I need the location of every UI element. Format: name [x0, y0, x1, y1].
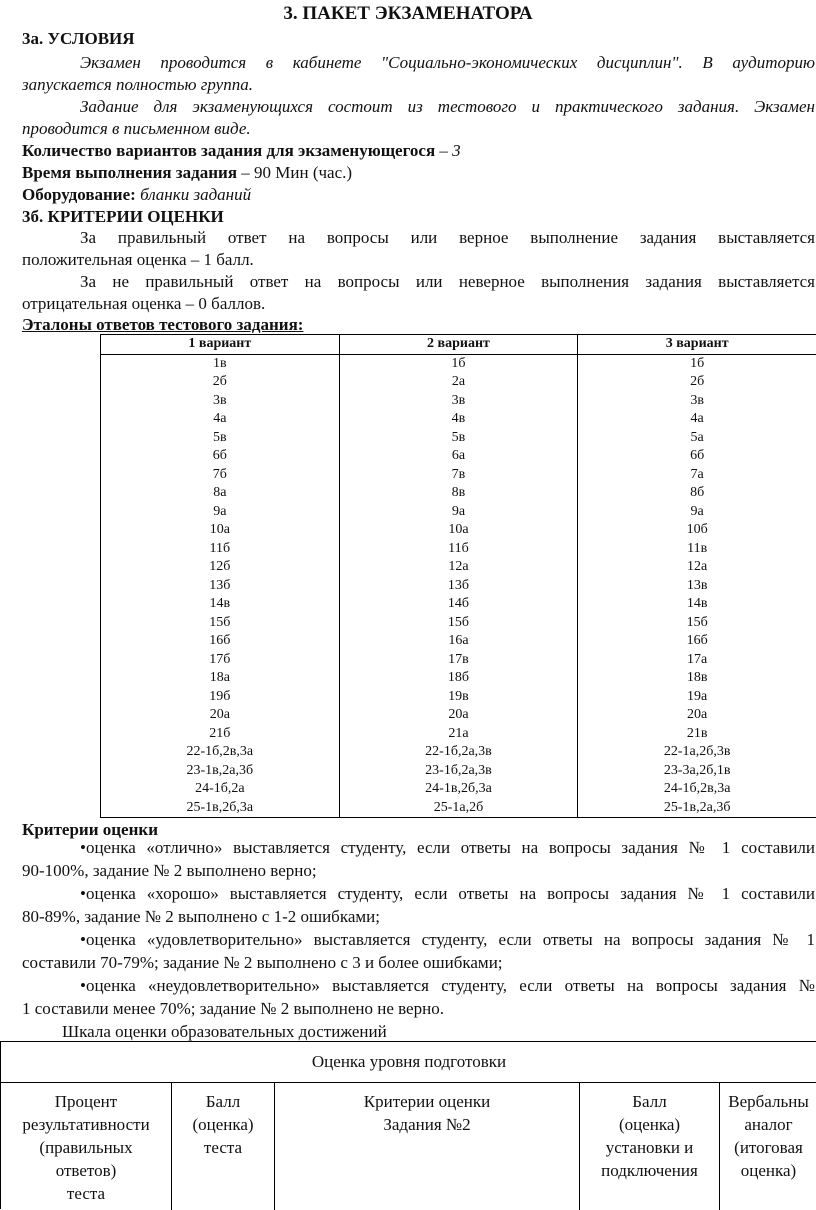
table-cell: 9а	[578, 503, 816, 522]
grading-excellent: •оценка «отлично» выставляется студенту, если ответы на вопросы задания № 1 составили	[80, 836, 815, 859]
table-row	[101, 484, 816, 503]
table-cell: 17а	[578, 651, 816, 670]
table-cell: 24-1б,2в,3а	[578, 780, 816, 799]
table-cell: 12б	[101, 558, 340, 577]
scale-column-test-score	[171, 1083, 274, 1210]
table-cell: 6а	[339, 447, 578, 466]
table-cell: 2б	[101, 373, 340, 392]
scale-cell-line: Критерии оценки	[275, 1090, 579, 1113]
table-cell: 6б	[578, 447, 816, 466]
table-cell: 15б	[578, 614, 816, 633]
variants-value: 3	[452, 141, 461, 160]
table-cell: 14б	[339, 595, 578, 614]
table-row	[101, 354, 816, 373]
scale-cell-line: оценка)	[720, 1159, 816, 1182]
table-cell: 24-1б,2а	[101, 780, 340, 799]
table-cell: 19б	[101, 688, 340, 707]
table-cell: 21а	[339, 725, 578, 744]
scale-cell-line: ответов)	[1, 1159, 171, 1182]
criteria-paragraph-1: За правильный ответ на вопросы или верное выполнение задания выставляется	[80, 226, 815, 249]
table-cell: 25-1в,2б,3а	[101, 799, 340, 818]
grading-unsatisfactory-cont: 1 составили менее 70%; задание № 2 выполнено не верно.	[22, 997, 815, 1020]
table-cell: 1б	[578, 354, 816, 373]
table-cell: 24-1в,2б,3а	[339, 780, 578, 799]
grading-satisfactory-cont: составили 70-79%; задание № 2 выполнено с 3 и более ошибками;	[22, 951, 815, 974]
scale-cell-line: Балл	[172, 1090, 274, 1113]
table-cell: 23-3а,2б,1в	[578, 762, 816, 781]
table-cell: 25-1а,2б	[339, 799, 578, 818]
scale-cell-line: результативности	[1, 1113, 171, 1136]
scale-cell-line: Процент	[1, 1090, 171, 1113]
table-row	[101, 669, 816, 688]
conditions-paragraph-1-cont: запускается полностью группа.	[22, 73, 815, 96]
answer-key-body	[101, 354, 816, 818]
grading-heading: Критерии оценки	[22, 818, 815, 841]
table-cell: 5а	[578, 429, 816, 448]
table-cell: 16а	[339, 632, 578, 651]
table-cell: 7а	[578, 466, 816, 485]
achievement-scale-table	[0, 1041, 816, 1209]
table-cell: 11б	[101, 540, 340, 559]
conditions-heading: 3а. УСЛОВИЯ	[22, 27, 815, 50]
conditions-paragraph-2: Задание для экзаменующихся состоит из тестового и практического задания. Экзамен	[80, 95, 815, 118]
scale-cell-line: Балл	[580, 1090, 719, 1113]
scale-cell-line: (правильных	[1, 1136, 171, 1159]
scale-cell-line: (оценка)	[172, 1113, 274, 1136]
table-cell: 20а	[578, 706, 816, 725]
column-header: 3 вариант	[578, 335, 816, 355]
table-cell: 12а	[339, 558, 578, 577]
table-cell: 11б	[339, 540, 578, 559]
table-cell: 5в	[101, 429, 340, 448]
table-row	[101, 410, 816, 429]
table-cell: 2а	[339, 373, 578, 392]
table-cell: 20а	[101, 706, 340, 725]
scale-cell-line: (оценка)	[580, 1113, 719, 1136]
table-row	[101, 595, 816, 614]
conditions-paragraph-2-cont: проводится в письменном виде.	[22, 117, 815, 140]
table-row	[101, 447, 816, 466]
table-row	[101, 706, 816, 725]
table-cell: 23-1б,2а,3в	[339, 762, 578, 781]
table-cell: 19а	[578, 688, 816, 707]
table-cell: 3в	[578, 392, 816, 411]
table-cell: 7в	[339, 466, 578, 485]
scale-cell-line: аналог	[720, 1113, 816, 1136]
scale-cell-line: Вербальны	[720, 1090, 816, 1113]
table-cell: 4а	[101, 410, 340, 429]
table-row	[101, 558, 816, 577]
table-cell: 16б	[578, 632, 816, 651]
scale-cell-line: Задания №2	[275, 1113, 579, 1136]
table-cell: 1в	[101, 354, 340, 373]
table-cell: 12а	[578, 558, 816, 577]
table-cell: 10б	[578, 521, 816, 540]
table-cell: 4а	[578, 410, 816, 429]
table-row	[101, 429, 816, 448]
table-cell: 18в	[578, 669, 816, 688]
table-cell: 18а	[101, 669, 340, 688]
table-cell: 13б	[339, 577, 578, 596]
table-cell: 22-1б,2в,3а	[101, 743, 340, 762]
table-cell: 16б	[101, 632, 340, 651]
table-row	[101, 743, 816, 762]
table-cell: 3в	[339, 392, 578, 411]
variants-label: Количество вариантов задания для экзаменующегося	[22, 141, 435, 160]
scale-column-percent	[1, 1083, 171, 1210]
scale-cell-line: установки и	[580, 1136, 719, 1159]
criteria-paragraph-2-cont: отрицательная оценка – 0 баллов.	[22, 292, 815, 315]
answer-key-header-row	[101, 335, 816, 355]
table-row	[101, 725, 816, 744]
table-cell: 22-1б,2а,3в	[339, 743, 578, 762]
table-row	[101, 762, 816, 781]
table-row	[101, 503, 816, 522]
table-cell: 19в	[339, 688, 578, 707]
table-row	[101, 540, 816, 559]
grading-good: •оценка «хорошо» выставляется студенту, если ответы на вопросы задания № 1 составили	[80, 882, 815, 905]
conditions-paragraph-1: Экзамен проводится в кабинете "Социально-экономических дисциплин". В аудиторию	[80, 51, 815, 74]
table-cell: 10а	[101, 521, 340, 540]
scale-column-verbal	[719, 1083, 816, 1210]
scale-cell-line: подключения	[580, 1159, 719, 1182]
table-cell: 1б	[339, 354, 578, 373]
table-cell: 23-1в,2а,3б	[101, 762, 340, 781]
table-cell: 17в	[339, 651, 578, 670]
table-cell: 15б	[339, 614, 578, 633]
grading-unsatisfactory: •оценка «неудовлетворительно» выставляется студенту, если ответы на вопросы задания №	[80, 974, 815, 997]
table-row	[101, 521, 816, 540]
scale-cell-line: теста	[1, 1182, 171, 1205]
table-cell: 22-1а,2б,3в	[578, 743, 816, 762]
table-row	[101, 799, 816, 818]
scale-column-criteria	[274, 1083, 579, 1210]
table-row	[101, 688, 816, 707]
equipment-label: Оборудование:	[22, 185, 136, 204]
table-row	[101, 577, 816, 596]
table-cell: 25-1в,2а,3б	[578, 799, 816, 818]
table-cell: 14в	[101, 595, 340, 614]
table-cell: 9а	[101, 503, 340, 522]
table-cell: 13б	[101, 577, 340, 596]
table-cell: 20а	[339, 706, 578, 725]
table-cell: 3в	[101, 392, 340, 411]
table-row	[101, 392, 816, 411]
table-cell: 11в	[578, 540, 816, 559]
column-header: 2 вариант	[339, 335, 578, 355]
variants-dash: –	[435, 141, 452, 160]
column-header: 1 вариант	[101, 335, 340, 355]
page-title: 3. ПАКЕТ ЭКЗАМЕНАТОРА	[0, 3, 816, 25]
table-row	[101, 614, 816, 633]
table-cell: 7б	[101, 466, 340, 485]
equipment-value: бланки заданий	[136, 185, 251, 204]
table-cell: 18б	[339, 669, 578, 688]
grading-good-cont: 80-89%, задание № 2 выполнено с 1-2 ошибками;	[22, 905, 815, 928]
table-cell: 21в	[578, 725, 816, 744]
grading-satisfactory: •оценка «удовлетворительно» выставляется студенту, если ответы на вопросы задания № 1	[80, 928, 815, 951]
scale-column-setup-score	[579, 1083, 719, 1210]
table-cell: 6б	[101, 447, 340, 466]
table-row	[101, 651, 816, 670]
table-cell: 13в	[578, 577, 816, 596]
criteria-paragraph-2: За не правильный ответ на вопросы или неверное выполнения задания выставляется	[80, 270, 815, 293]
scale-header: Оценка уровня подготовки	[1, 1042, 816, 1083]
scale-intro: Шкала оценки образовательных достижений	[62, 1020, 797, 1043]
equipment-line	[22, 183, 815, 206]
table-row	[101, 466, 816, 485]
variants-count-line	[22, 139, 815, 162]
table-cell: 8а	[101, 484, 340, 503]
table-cell: 2б	[578, 373, 816, 392]
duration-label: Время выполнения задания	[22, 163, 237, 182]
table-row	[101, 373, 816, 392]
table-cell: 15б	[101, 614, 340, 633]
grading-excellent-cont: 90-100%, задание № 2 выполнено верно;	[22, 859, 815, 882]
table-cell: 10а	[339, 521, 578, 540]
duration-line	[22, 161, 815, 184]
duration-value: – 90 Мин (час.)	[237, 163, 352, 182]
table-cell: 14в	[578, 595, 816, 614]
scale-cell-line: теста	[172, 1136, 274, 1159]
table-cell: 21б	[101, 725, 340, 744]
table-cell: 8в	[339, 484, 578, 503]
answer-key-table	[100, 334, 816, 818]
table-cell: 5в	[339, 429, 578, 448]
answers-heading: Эталоны ответов тестового задания:	[22, 313, 815, 336]
table-cell: 17б	[101, 651, 340, 670]
criteria-heading: 3б. КРИТЕРИИ ОЦЕНКИ	[22, 205, 815, 228]
scale-cell-line: (итоговая	[720, 1136, 816, 1159]
table-cell: 4в	[339, 410, 578, 429]
table-row	[101, 632, 816, 651]
criteria-paragraph-1-cont: положительная оценка – 1 балл.	[22, 248, 815, 271]
table-row	[101, 780, 816, 799]
table-cell: 9а	[339, 503, 578, 522]
table-cell: 8б	[578, 484, 816, 503]
